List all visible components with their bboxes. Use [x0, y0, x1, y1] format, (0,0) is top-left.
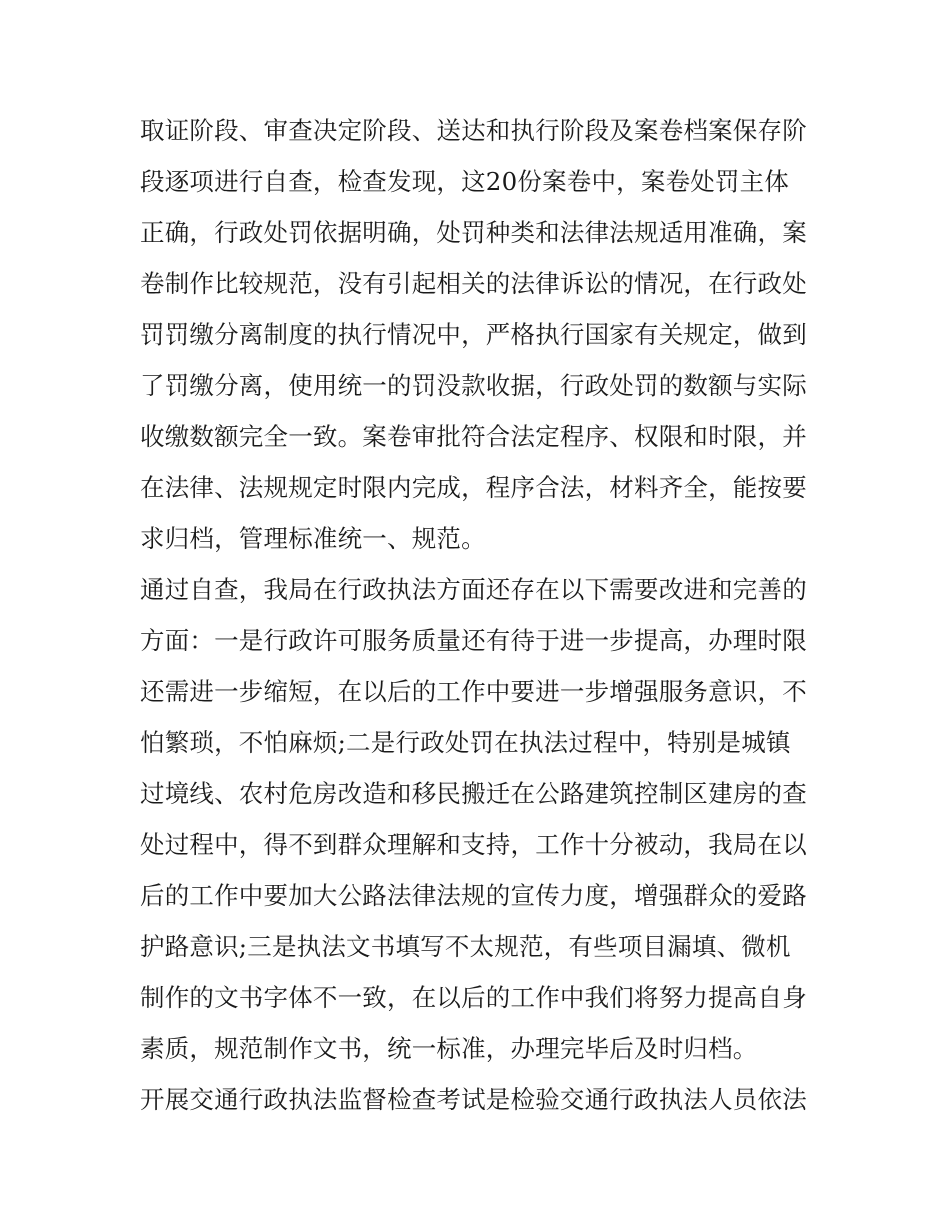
text-line: 取证阶段、审查决定阶段、送达和执行阶段及案卷档案保存阶 [140, 116, 807, 145]
text-line: 处过程中，得不到群众理解和支持，工作十分被动，我局在以 [140, 830, 807, 859]
text-line: 素质，规范制作文书，统一标准，办理完毕后及时归档。 [140, 1034, 758, 1063]
text-line: 正确，行政处罚依据明确，处罚种类和法律法规适用准确，案 [140, 218, 807, 247]
text-line: 卷制作比较规范，没有引起相关的法律诉讼的情况，在行政处 [140, 269, 807, 298]
paragraph-3 [140, 1074, 820, 1125]
text-line: 开展交通行政执法监督检查考试是检验交通行政执法人员依法 [140, 1085, 807, 1114]
text-line: 还需进一步缩短，在以后的工作中要进一步增强服务意识，不 [140, 677, 807, 706]
text-line: 了罚缴分离，使用统一的罚没款收据，行政处罚的数额与实际 [140, 371, 807, 400]
text-line: 后的工作中要加大公路法律法规的宣传力度，增强群众的爱路 [140, 881, 807, 910]
text-line: 收缴数额完全一致。案卷审批符合法定程序、权限和时限，并 [140, 422, 807, 451]
text-line: 段逐项进行自查，检查发现，这20份案卷中，案卷处罚主体 [140, 167, 790, 196]
document-body [140, 105, 820, 1125]
text-line: 罚罚缴分离制度的执行情况中，严格执行国家有关规定，做到 [140, 320, 807, 349]
text-line: 制作的文书字体不一致，在以后的工作中我们将努力提高自身 [140, 983, 807, 1012]
text-line: 求归档，管理标准统一、规范。 [140, 524, 486, 553]
paragraph-1 [140, 105, 820, 564]
text-line: 过境线、农村危房改造和移民搬迁在公路建筑控制区建房的查 [140, 779, 807, 808]
text-line: 怕繁琐，不怕麻烦;二是行政处罚在执法过程中，特别是城镇 [140, 728, 791, 757]
text-line: 在法律、法规规定时限内完成，程序合法，材料齐全，能按要 [140, 473, 807, 502]
paragraph-2 [140, 564, 820, 1074]
text-line: 方面：一是行政许可服务质量还有待于进一步提高，办理时限 [140, 626, 807, 655]
text-line: 护路意识;三是执法文书填写不太规范，有些项目漏填、微机 [140, 932, 791, 961]
text-line: 通过自查，我局在行政执法方面还存在以下需要改进和完善的 [140, 575, 807, 604]
